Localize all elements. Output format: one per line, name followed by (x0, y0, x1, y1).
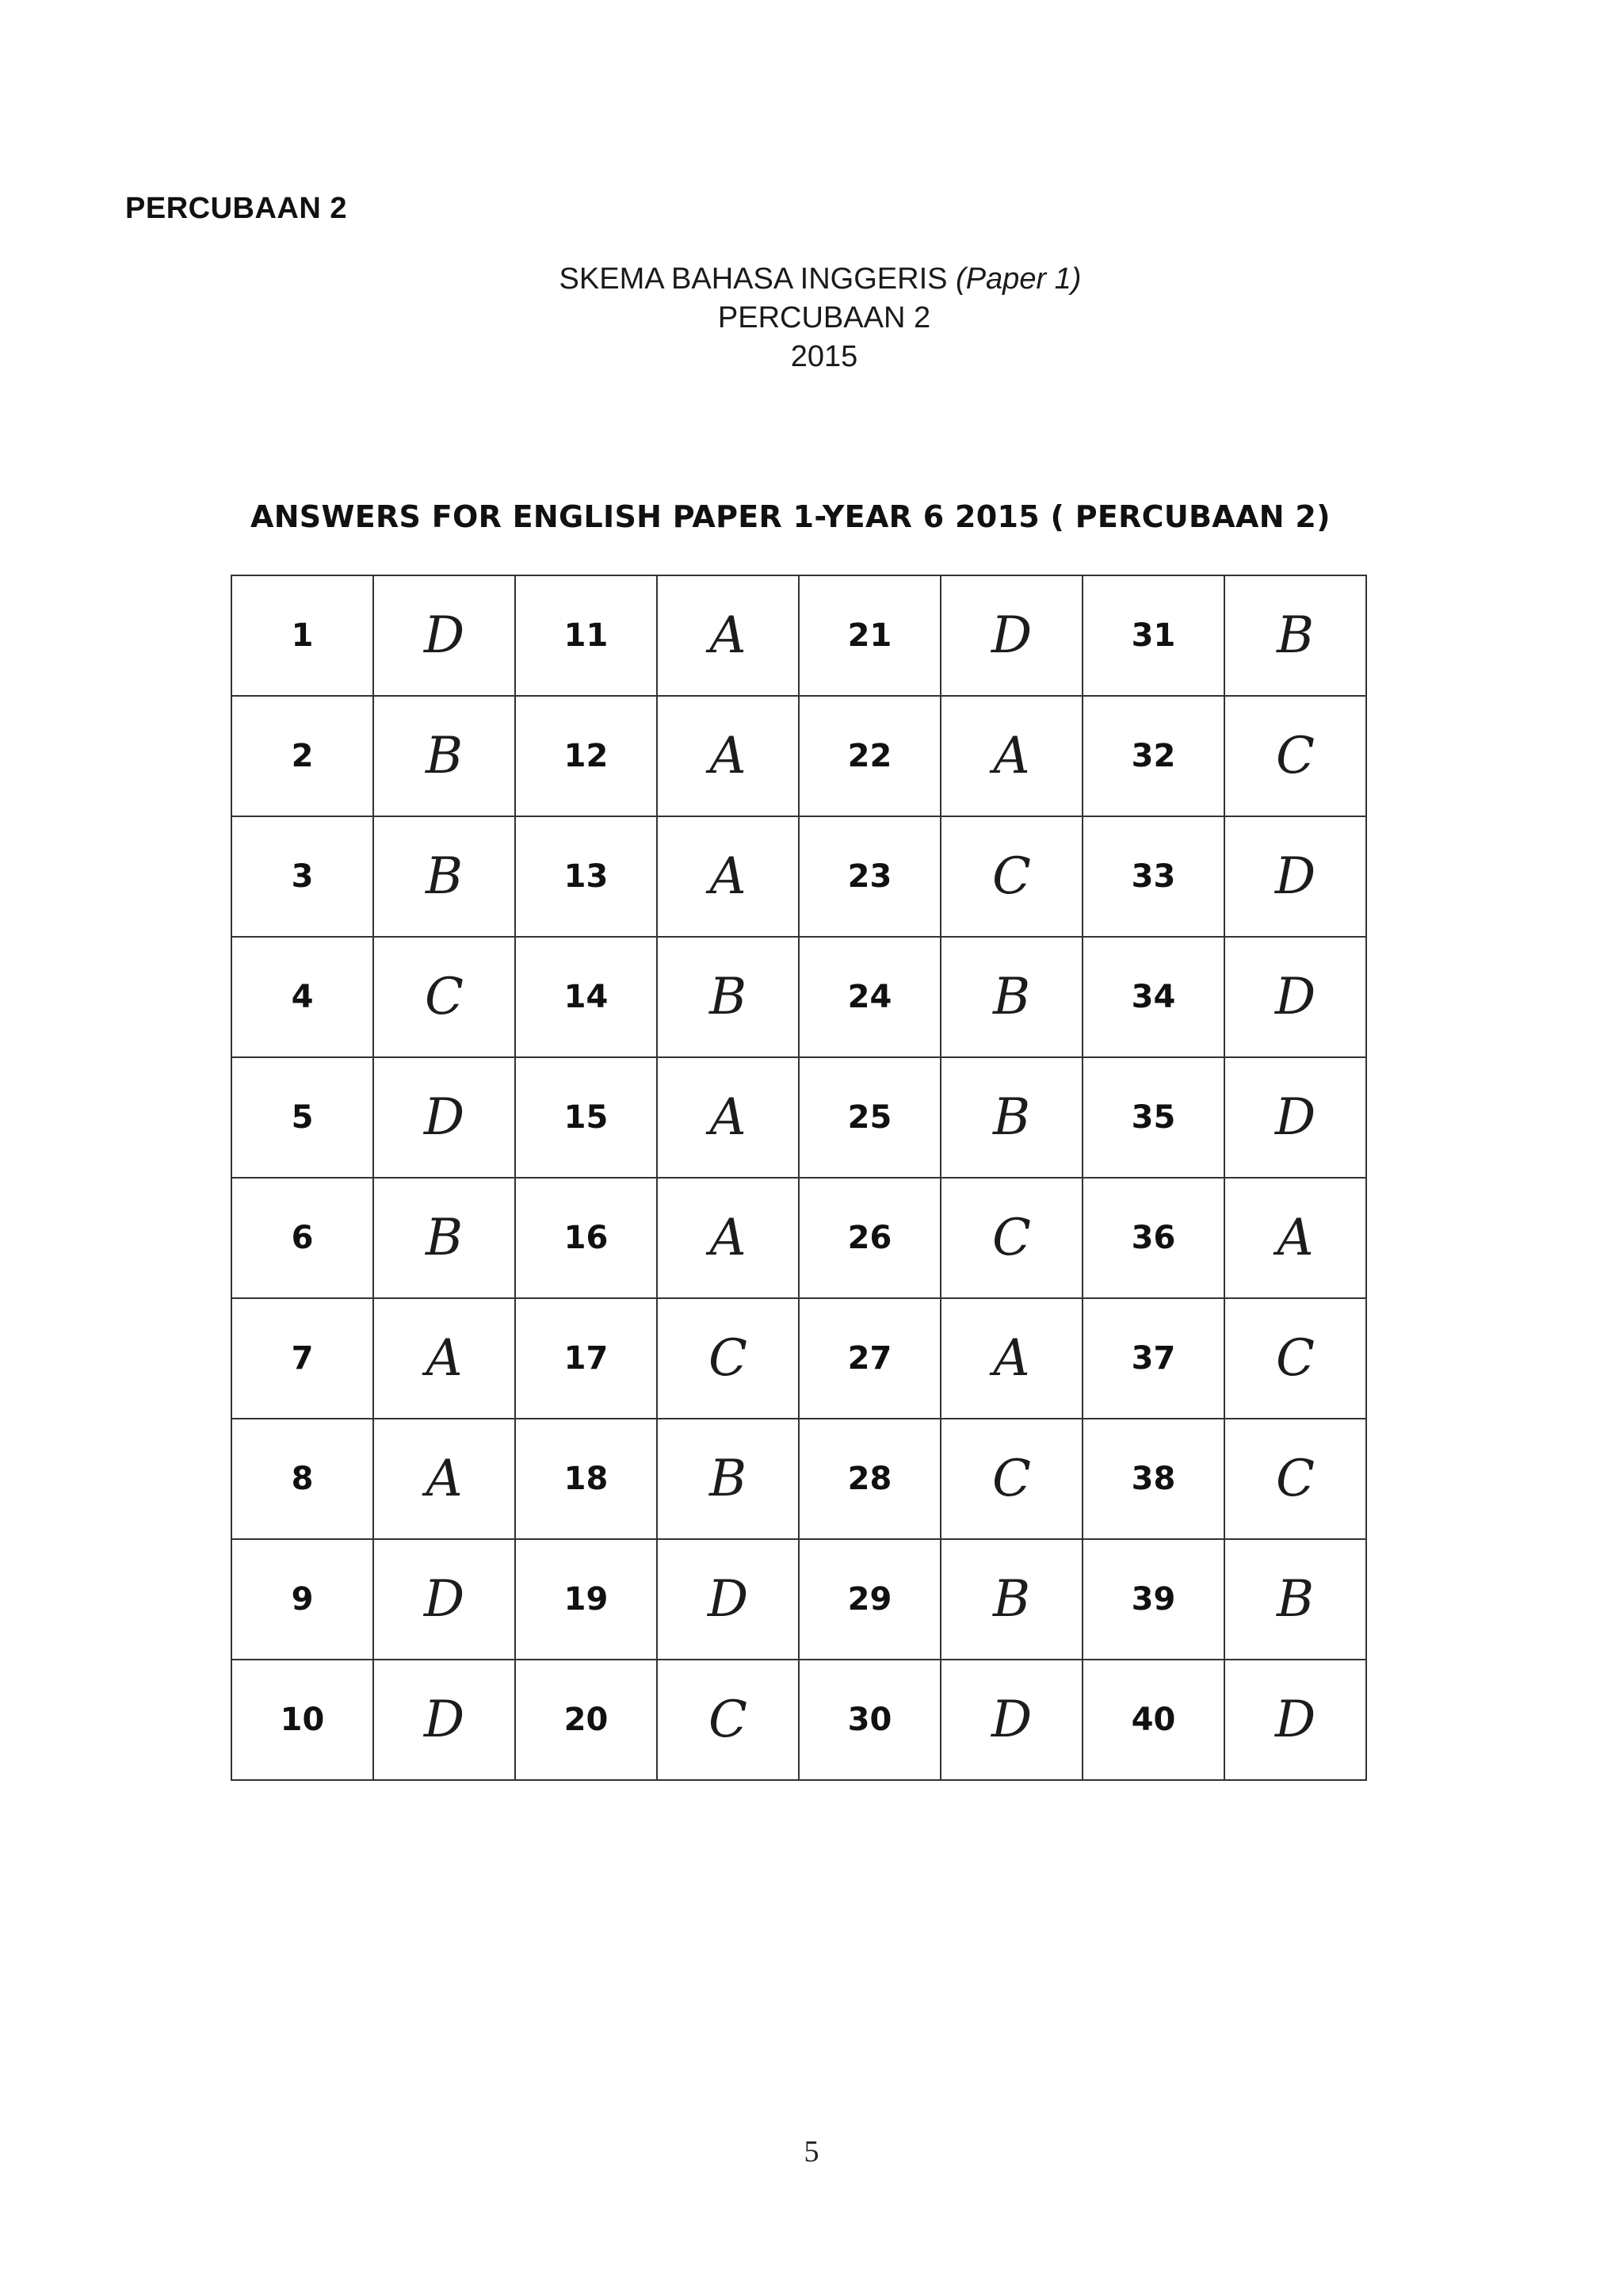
answer-letter-cell: D (373, 575, 515, 696)
answer-letter-cell: A (657, 816, 799, 937)
question-number-cell: 24 (799, 937, 941, 1057)
table-row (231, 1539, 1366, 1660)
table-row (231, 1298, 1366, 1419)
question-number-cell: 25 (799, 1057, 941, 1178)
question-number-cell: 10 (231, 1660, 373, 1780)
answer-letter-cell: A (373, 1419, 515, 1539)
question-number-cell: 34 (1083, 937, 1224, 1057)
question-number-cell: 7 (231, 1298, 373, 1419)
answer-letter-cell: B (941, 937, 1083, 1057)
answer-letter-cell: A (941, 696, 1083, 816)
header-title-paper: (Paper 1) (956, 262, 1082, 296)
answer-letter-cell: D (1224, 937, 1366, 1057)
question-number-cell: 22 (799, 696, 941, 816)
answer-letter-cell: A (657, 1057, 799, 1178)
question-number-cell: 32 (1083, 696, 1224, 816)
question-number-cell: 17 (515, 1298, 657, 1419)
question-number-cell: 33 (1083, 816, 1224, 937)
answer-letter-cell: C (373, 937, 515, 1057)
document-header (0, 260, 1623, 376)
answer-letter-cell: A (657, 1178, 799, 1298)
table-row (231, 816, 1366, 937)
question-number-cell: 35 (1083, 1057, 1224, 1178)
question-number-cell: 27 (799, 1298, 941, 1419)
question-number-cell: 15 (515, 1057, 657, 1178)
question-number-cell: 18 (515, 1419, 657, 1539)
answer-letter-cell: B (1224, 575, 1366, 696)
table-row (231, 696, 1366, 816)
table-row (231, 1419, 1366, 1539)
answer-key-body (231, 575, 1366, 1780)
answers-heading: ANSWERS FOR ENGLISH PAPER 1-YEAR 6 2015 ( PERCUBAAN 2) (250, 499, 1331, 534)
question-number-cell: 5 (231, 1057, 373, 1178)
answer-letter-cell: C (941, 1178, 1083, 1298)
answer-letter-cell: B (941, 1539, 1083, 1660)
answer-letter-cell: D (657, 1539, 799, 1660)
answer-letter-cell: B (657, 1419, 799, 1539)
answer-letter-cell: D (1224, 816, 1366, 937)
answer-key-table (231, 575, 1367, 1781)
question-number-cell: 20 (515, 1660, 657, 1780)
question-number-cell: 19 (515, 1539, 657, 1660)
answer-letter-cell: A (941, 1298, 1083, 1419)
question-number-cell: 36 (1083, 1178, 1224, 1298)
answer-letter-cell: C (1224, 696, 1366, 816)
answer-letter-cell: D (373, 1057, 515, 1178)
header-year: 2015 (790, 340, 858, 373)
question-number-cell: 16 (515, 1178, 657, 1298)
question-number-cell: 4 (231, 937, 373, 1057)
header-title-line (0, 260, 1623, 299)
question-number-cell: 2 (231, 696, 373, 816)
question-number-cell: 9 (231, 1539, 373, 1660)
question-number-cell: 38 (1083, 1419, 1224, 1539)
page-number: 5 (804, 2135, 819, 2168)
question-number-cell: 8 (231, 1419, 373, 1539)
table-row (231, 1057, 1366, 1178)
answer-letter-cell: A (657, 696, 799, 816)
table-row (231, 575, 1366, 696)
question-number-cell: 12 (515, 696, 657, 816)
answer-letter-cell: D (1224, 1057, 1366, 1178)
table-row (231, 937, 1366, 1057)
answer-letter-cell: A (657, 575, 799, 696)
question-number-cell: 28 (799, 1419, 941, 1539)
top-label: PERCUBAAN 2 (125, 192, 347, 225)
table-row (231, 1178, 1366, 1298)
question-number-cell: 13 (515, 816, 657, 937)
answer-letter-cell: C (941, 816, 1083, 937)
question-number-cell: 14 (515, 937, 657, 1057)
answer-letter-cell: A (373, 1298, 515, 1419)
question-number-cell: 26 (799, 1178, 941, 1298)
question-number-cell: 23 (799, 816, 941, 937)
answer-letter-cell: B (373, 1178, 515, 1298)
answer-letter-cell: B (1224, 1539, 1366, 1660)
question-number-cell: 1 (231, 575, 373, 696)
answer-letter-cell: A (1224, 1178, 1366, 1298)
question-number-cell: 39 (1083, 1539, 1224, 1660)
answer-letter-cell: D (941, 575, 1083, 696)
question-number-cell: 3 (231, 816, 373, 937)
answer-letter-cell: B (657, 937, 799, 1057)
question-number-cell: 29 (799, 1539, 941, 1660)
question-number-cell: 31 (1083, 575, 1224, 696)
answer-letter-cell: D (373, 1539, 515, 1660)
question-number-cell: 40 (1083, 1660, 1224, 1780)
question-number-cell: 21 (799, 575, 941, 696)
answer-letter-cell: D (1224, 1660, 1366, 1780)
answer-letter-cell: C (657, 1298, 799, 1419)
header-title: SKEMA BAHASA INGGERIS (559, 262, 957, 296)
question-number-cell: 37 (1083, 1298, 1224, 1419)
header-exam-name: PERCUBAAN 2 (717, 301, 931, 334)
answer-letter-cell: C (941, 1419, 1083, 1539)
question-number-cell: 11 (515, 575, 657, 696)
answer-letter-cell: B (373, 816, 515, 937)
question-number-cell: 6 (231, 1178, 373, 1298)
answer-letter-cell: D (941, 1660, 1083, 1780)
table-row (231, 1660, 1366, 1780)
question-number-cell: 30 (799, 1660, 941, 1780)
answer-letter-cell: B (373, 696, 515, 816)
answer-letter-cell: C (1224, 1419, 1366, 1539)
answer-letter-cell: C (657, 1660, 799, 1780)
answer-letter-cell: C (1224, 1298, 1366, 1419)
answer-letter-cell: B (941, 1057, 1083, 1178)
answer-letter-cell: D (373, 1660, 515, 1780)
